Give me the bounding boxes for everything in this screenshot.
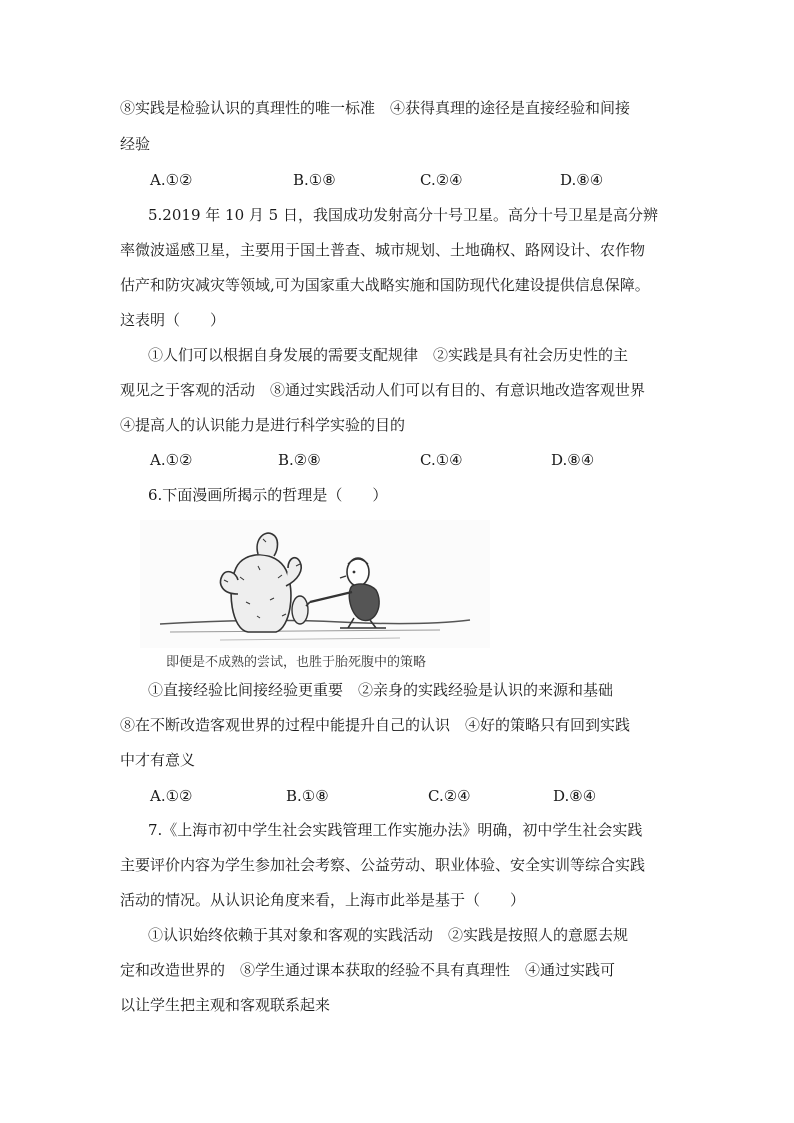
text-line-12: ⑧在不断改造客观世界的过程中能提升自己的认识 ④好的策略只有回到实践	[120, 716, 631, 734]
option-c: C.②④	[428, 787, 471, 805]
text-line-3: 5.2019 年 10 月 5 日，我国成功发射高分十号卫星。高分十号卫星是高分辨	[148, 206, 658, 224]
text-line-2: 经验	[120, 135, 151, 153]
answer-options-q6	[150, 786, 690, 806]
text-line-15: 主要评价内容为学生参加社会考察、公益劳动、职业体验、安全实训等综合实践	[120, 856, 646, 874]
option-d: D.⑧④	[551, 451, 595, 469]
text-line-6: 这表明（ ）	[120, 311, 226, 329]
text-line-7: ①人们可以根据自身发展的需要支配规律 ②实践是具有社会历史性的主	[148, 346, 629, 364]
text-line-16: 活动的情况。从认识论角度来看，上海市此举是基于（ ）	[120, 891, 526, 909]
option-b: B.②⑧	[278, 451, 321, 469]
text-line-19: 以让学生把主观和客观联系起来	[120, 996, 331, 1014]
text-line-9: ④提高人的认识能力是进行科学实验的目的	[120, 416, 406, 434]
option-d: D.⑧④	[560, 171, 604, 189]
text-line-13: 中才有意义	[120, 751, 196, 769]
text-line-18: 定和改造世界的 ⑧学生通过课本获取的经验不具有真理性 ④通过实践可	[120, 961, 616, 979]
text-line-10: 6.下面漫画所揭示的哲理是（ ）	[148, 486, 388, 504]
cactus-cartoon-image	[140, 520, 490, 648]
answer-options-q4	[150, 170, 690, 190]
option-c: C.①④	[420, 451, 463, 469]
option-b: B.①⑧	[286, 787, 329, 805]
answer-options-q5	[150, 450, 690, 470]
text-line-1: ⑧实践是检验认识的真理性的唯一标准 ④获得真理的途径是直接经验和间接	[120, 99, 631, 117]
option-c: C.②④	[420, 171, 463, 189]
cartoon-caption: 即便是不成熟的尝试，也胜于胎死腹中的策略	[166, 655, 427, 670]
text-line-14: 7.《上海市初中学生社会实践管理工作实施办法》明确，初中学生社会实践	[148, 821, 643, 839]
text-line-4: 率微波遥感卫星，主要用于国土普查、城市规划、土地确权、路网设计、农作物	[120, 241, 646, 259]
text-line-11: ①直接经验比间接经验更重要 ②亲身的实践经验是认识的来源和基础	[148, 681, 614, 699]
text-line-17: ①认识始终依赖于其对象和客观的实践活动 ②实践是按照人的意愿去规	[148, 926, 629, 944]
text-line-5: 估产和防灾减灾等领域,可为国家重大战略实施和国防现代化建设提供信息保障。	[120, 276, 650, 294]
text-line-8: 观见之于客观的活动 ⑧通过实践活动人们可以有目的、有意识地改造客观世界	[120, 381, 646, 399]
option-a: A.①②	[150, 171, 193, 189]
option-a: A.①②	[150, 787, 193, 805]
option-d: D.⑧④	[553, 787, 597, 805]
option-b: B.①⑧	[293, 171, 336, 189]
option-a: A.①②	[150, 451, 193, 469]
